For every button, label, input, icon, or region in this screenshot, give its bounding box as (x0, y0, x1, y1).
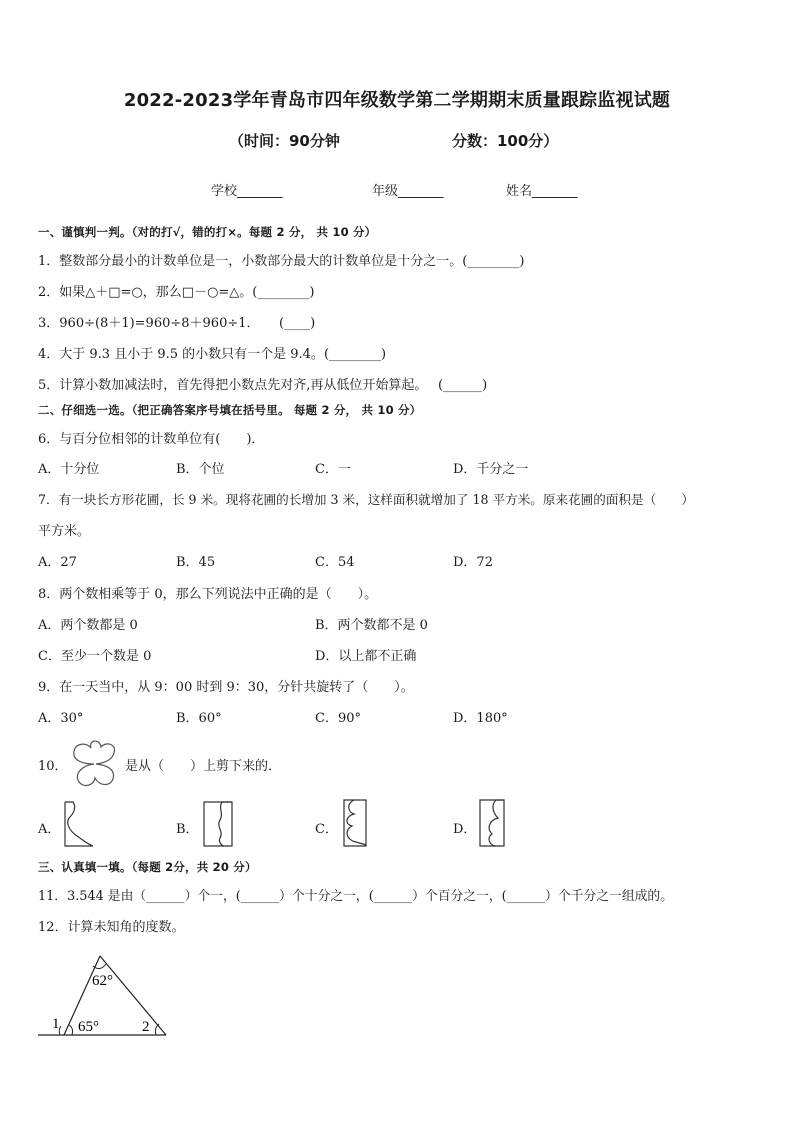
q10-option-d: D． (453, 822, 477, 837)
q8-option-a: A．两个数都是 0 (38, 618, 138, 633)
q10-option-c: C． (315, 822, 338, 837)
question-11: 11．3.544 是由（______）个一，(______）个十分之一，(______）个百分之一，(______）个千分之一组成的。 (38, 889, 674, 904)
q8-option-b: B．两个数都不是 0 (315, 618, 428, 633)
question-5: 5．计算小数加减法时，首先得把小数点先对齐,再从低位开始算起。 (______) (38, 378, 488, 393)
question-8: 8．两个数相乘等于 0，那么下列说法中正确的是（ ）。 (38, 587, 378, 602)
q10-option-b: B． (176, 822, 199, 837)
question-3: 3．960÷(8＋1)=960÷8＋960÷1． (____) (38, 316, 316, 331)
question-10-text: 是从（ ）上剪下来的． (125, 759, 282, 774)
question-7-line-1: 7．有一块长方形花圃，长 9 米。现将花圃的长增加 3 米，这样面积就增加了 18 平方米。原来花圃的面积是（ ） (38, 492, 694, 507)
q10-option-b-shape (202, 800, 234, 848)
question-4: 4．大于 9.3 且小于 9.5 的小数只有一个是 9.4。(________) (38, 347, 387, 362)
question-9: 9．在一天当中，从 9：00 时到 9：30，分针共旋转了（ ）。 (38, 680, 414, 695)
section-3-heading: 三、认真填一填。（每题 2分，共 20 分） (38, 860, 257, 874)
angle-62-label: 62° (92, 973, 113, 989)
q10-option-c-shape (342, 798, 368, 848)
question-6: 6．与百分位相邻的计数单位有( )． (38, 432, 265, 447)
q7-option-a: A．27 (38, 555, 77, 570)
q9-option-b: B．60° (176, 711, 222, 726)
section-1-heading: 一、谨慎判一判。（对的打√，错的打×。每题 2 分， 共 10 分） (38, 225, 377, 239)
q7-option-d: D．72 (453, 555, 493, 570)
question-10-number: 10． (38, 759, 68, 774)
q9-option-c: C．90° (315, 711, 361, 726)
question-12: 12．计算未知角的度数。 (38, 920, 185, 935)
q10-option-d-shape (478, 798, 506, 848)
q9-option-a: A．30° (38, 711, 84, 726)
triangle-figure (38, 950, 178, 1040)
question-7-line-2: 平方米。 (38, 524, 91, 539)
angle-1-label: 1 (52, 1016, 60, 1032)
q10-option-a-shape (63, 800, 95, 848)
angle-2-label: 2 (142, 1019, 150, 1035)
q6-option-c: C．一 (315, 462, 351, 477)
q6-option-d: D．千分之一 (453, 462, 529, 477)
section-2-heading: 二、仔细选一选。（把正确答案序号填在括号里。 每题 2 分， 共 10 分） (38, 403, 422, 417)
q7-option-c: C．54 (315, 555, 355, 570)
q7-option-b: B．45 (176, 555, 216, 570)
question-1: 1．整数部分最小的计数单位是一，小数部分最大的计数单位是十分之一。(________) (38, 254, 525, 269)
name-field: 姓名_______ (506, 184, 578, 199)
q6-option-a: A．十分位 (38, 462, 100, 477)
school-field: 学校_______ (211, 184, 283, 199)
grade-field: 年级_______ (372, 184, 444, 199)
time-info: （时间：90分钟 (229, 132, 340, 150)
q9-option-d: D．180° (453, 711, 508, 726)
q10-option-a: A． (38, 822, 61, 837)
page-title: 2022-2023学年青岛市四年级数学第二学期期末质量跟踪监视试题 (123, 90, 671, 111)
score-info: 分数：100分） (452, 132, 559, 150)
q8-option-d: D．以上都不正确 (315, 649, 417, 664)
question-2: 2．如果△＋□=○，那么□－○=△。(________) (38, 285, 315, 300)
q8-option-c: C．至少一个数是 0 (38, 649, 152, 664)
angle-65-label: 65° (78, 1019, 99, 1035)
q6-option-b: B．个位 (176, 462, 225, 477)
clover-shape-icon (68, 738, 120, 790)
